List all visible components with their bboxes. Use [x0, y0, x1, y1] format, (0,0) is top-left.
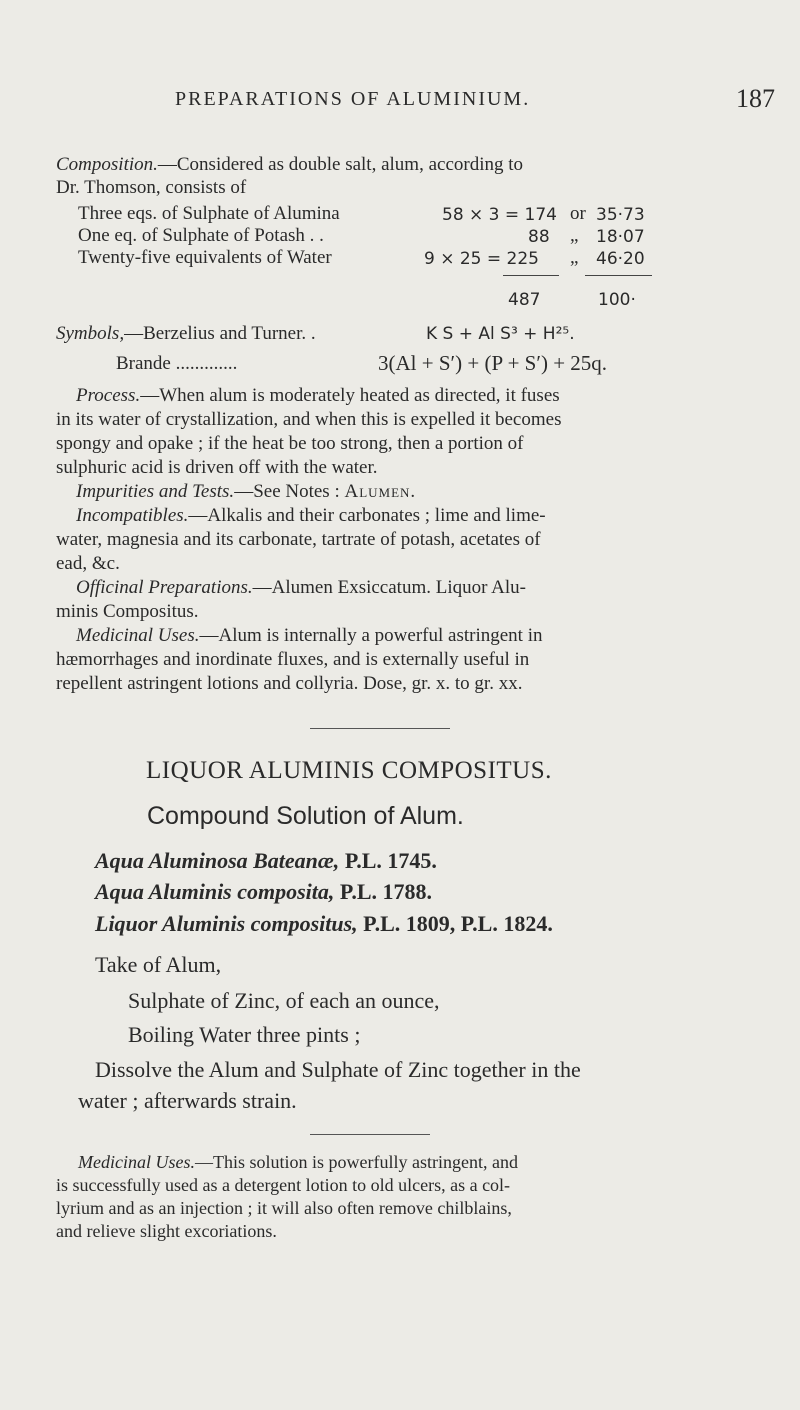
impurities-text: —See Notes :: [234, 481, 340, 502]
uses2-line: [78, 1151, 518, 1174]
impurities-label: Impurities and Tests.: [76, 481, 235, 502]
synonym-line: [95, 879, 432, 905]
uses-line: repellent astringent lotions and collyria. Dose, gr. x. to gr. xx.: [56, 673, 523, 694]
composition-total-calc: 487: [508, 290, 541, 310]
process-text: —When alum is moderately heated as directed, it fuses: [140, 385, 560, 406]
composition-row-calc: 88: [528, 227, 550, 247]
synonym-line: [95, 848, 437, 874]
recipe-line: Take of Alum,: [95, 952, 222, 977]
symbols-formula-2: 3(Al + S′) + (P + S′) + 25q.: [378, 351, 608, 375]
incompatibles-text: —Alkalis and their carbonates ; lime and lime-: [188, 505, 546, 526]
process-label: Process.: [76, 385, 141, 406]
uses-line: [76, 624, 542, 648]
symbols-formula-1: K S + Al S³ + H²⁵.: [426, 324, 575, 344]
recipe-line: Boiling Water three pints ;: [128, 1022, 361, 1047]
recipe-line: Sulphate of Zinc, of each an ounce,: [128, 988, 440, 1013]
symbols-text: —Berzelius and Turner. .: [124, 323, 316, 344]
synonym-name: Aqua Aluminosa Bateanæ,: [95, 848, 340, 873]
synonym-ref: P.L. 1745.: [344, 848, 437, 873]
composition-row-percent: 46·20: [596, 249, 645, 269]
uses2-line: is successfully used as a detergent lotion to old ulcers, as a col-: [56, 1175, 511, 1195]
officinal-text: —Alumen Exsiccatum. Liquor Alu-: [252, 577, 526, 598]
uses2-line: and relieve slight excoriations.: [56, 1221, 277, 1241]
synonym-name: Aqua Aluminis composita,: [95, 879, 335, 904]
impurities-line: [76, 480, 416, 504]
process-line: sulphuric acid is driven off with the water.: [56, 457, 378, 478]
composition-text: —Considered as double salt, alum, according to: [157, 154, 524, 175]
running-head: PREPARATIONS OF ALUMINIUM.: [175, 88, 531, 110]
process-line: in its water of crystallization, and when this is expelled it becomes: [56, 409, 562, 430]
synonym-ref: P.L. 1788.: [339, 879, 433, 904]
symbols-label: Symbols,: [56, 323, 125, 344]
uses2-line: lyrium and as an injection ; it will also often remove chilblains,: [56, 1198, 512, 1218]
sum-rule: [585, 275, 652, 276]
composition-label: Composition.: [56, 154, 158, 175]
sum-rule: [503, 275, 559, 276]
impurities-ref: Alumen.: [344, 481, 417, 502]
recipe-line: Dissolve the Alum and Sulphate of Zinc together in the: [95, 1057, 581, 1082]
composition-row-calc: 58 × 3 = 174: [442, 205, 557, 225]
composition-line-1: [56, 153, 523, 177]
composition-row-name: One eq. of Sulphate of Potash . .: [78, 225, 324, 246]
officinal-line: minis Compositus.: [56, 601, 199, 622]
composition-row-sep: or: [570, 203, 586, 224]
synonym-ref: P.L. 1809, P.L. 1824.: [363, 911, 553, 936]
synonym-name: Liquor Aluminis compositus,: [95, 911, 358, 936]
composition-line-2: Dr. Thomson, consists of: [56, 177, 247, 198]
recipe-line: water ; afterwards strain.: [78, 1088, 297, 1113]
section-title: LIQUOR ALUMINIS COMPOSITUS.: [146, 757, 552, 784]
section-divider: [310, 1134, 430, 1135]
composition-row-percent: 35·73: [596, 205, 645, 225]
uses-label: Medicinal Uses.: [76, 625, 200, 646]
symbols-line-1: [56, 322, 316, 346]
composition-row-calc: 9 × 25 = 225: [424, 249, 539, 269]
composition-row-percent: 18·07: [596, 227, 645, 247]
uses2-text: —This solution is powerfully astringent, and: [194, 1152, 518, 1172]
composition-total-percent: 100·: [598, 290, 636, 310]
synonym-line: [95, 911, 553, 937]
incompatibles-line: ead, &c.: [56, 553, 120, 574]
incompatibles-line: water, magnesia and its carbonate, tartrate of potash, acetates of: [56, 529, 541, 550]
process-line: [76, 384, 560, 408]
officinal-line: [76, 576, 526, 600]
section-subtitle: Compound Solution of Alum.: [147, 802, 464, 830]
incompatibles-label: Incompatibles.: [76, 505, 189, 526]
composition-row-sep: „: [570, 247, 579, 268]
incompatibles-line: [76, 504, 546, 528]
uses-text: —Alum is internally a powerful astringent in: [199, 625, 543, 646]
section-divider: [310, 728, 450, 729]
composition-row-sep: „: [570, 225, 579, 246]
symbols-line-2: Brande .............: [116, 353, 238, 374]
uses-line: hæmorrhages and inordinate fluxes, and is externally useful in: [56, 649, 530, 670]
process-line: spongy and opake ; if the heat be too strong, then a portion of: [56, 433, 524, 454]
composition-row-name: Twenty-five equivalents of Water: [78, 247, 332, 268]
page-number: 187: [736, 84, 775, 113]
composition-row-name: Three eqs. of Sulphate of Alumina: [78, 203, 340, 224]
officinal-label: Officinal Preparations.: [76, 577, 253, 598]
uses2-label: Medicinal Uses.: [78, 1152, 195, 1172]
